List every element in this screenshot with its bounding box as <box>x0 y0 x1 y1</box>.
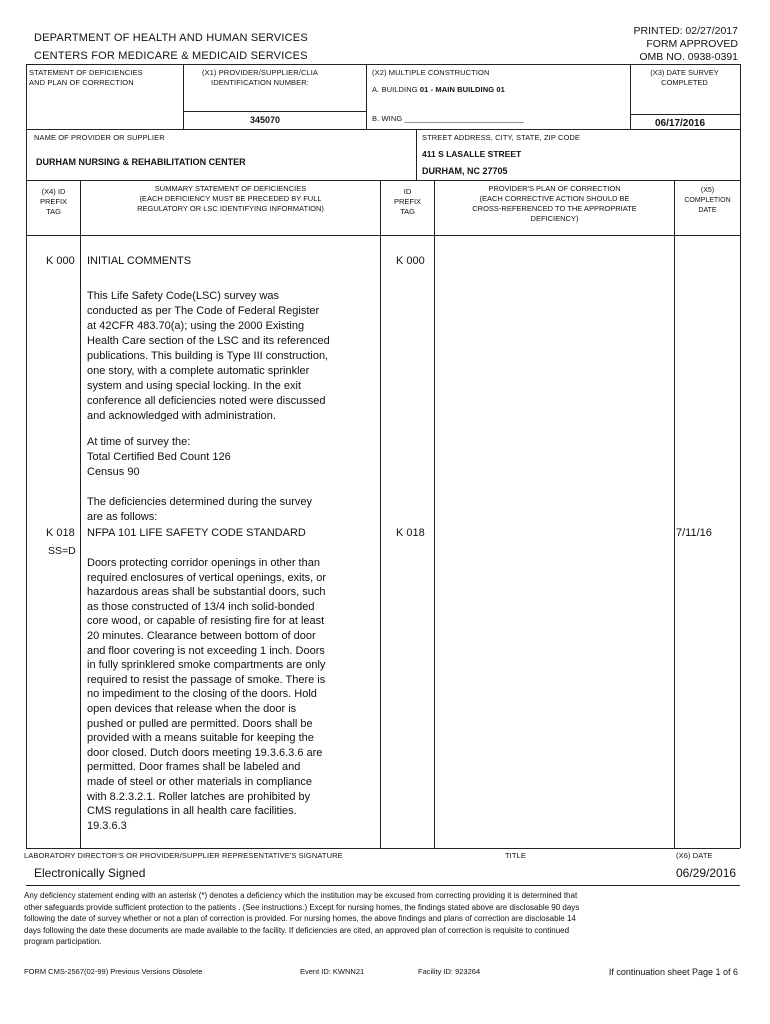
entry-completion-date: 7/11/16 <box>676 527 712 539</box>
x3-value: 06/17/2016 <box>655 118 706 129</box>
frame-left <box>26 64 27 848</box>
entry-title: NFPA 101 LIFE SAFETY CODE STANDARD <box>87 527 306 539</box>
footer-facility-id: Facility ID: 923264 <box>418 967 481 976</box>
form-approved: FORM APPROVED <box>646 38 738 50</box>
div-x1 <box>183 64 184 129</box>
rule-provider <box>26 129 740 130</box>
div-address <box>416 129 417 180</box>
wing-label: B. WING ____________________________ <box>372 114 525 123</box>
title-label: TITLE <box>505 851 526 860</box>
entry-tag: K 000 <box>46 255 75 267</box>
col-header-x4: (X4) ID PREFIX TAG <box>39 187 68 216</box>
entry-paragraph: The deficiencies determined during the survey are as follows: <box>87 496 313 523</box>
signature-label: LABORATORY DIRECTOR'S OR PROVIDER/SUPPLIER REPRESENTATIVE'S SIGNATURE <box>24 851 343 860</box>
date-label: (X6) DATE <box>676 851 713 860</box>
col-x4 <box>80 180 81 848</box>
col-header-id: ID PREFIX TAG <box>393 187 422 216</box>
building-value: 01 - MAIN BUILDING 01 <box>419 85 505 94</box>
rule-signature-bottom <box>26 885 740 886</box>
entry-paragraph: Doors protecting corridor openings in other than required enclosures of vertical openings, exits, or hazardous areas shall be substantial doors, such as those constructed of 13/4 inch solid-bonded core wood, or capable of resisting fire for at least 20 minutes. Clearance between bottom of door and floor covering is not exceeding 1 inch. Doors in fully sprinklered smoke compartments are only required to resist the passage of smoke. There is no impediment to the closing of the doors. Hold open devices that release when the door is pushed or pulled are permitted. Doors shall be provided with a means suitable for keeping the door closed. Dutch doors meeting 19.3.6.3.6 are permitted. Door frames shall be labeled and made of steel or other materials in compliance with 8.2.3.2.1. Roller latches are prohibited by CMS regulations in all health care facilities. 19.3.6.3 <box>87 557 327 832</box>
signature-value: Electronically Signed <box>34 866 146 880</box>
x1-label: (X1) PROVIDER/SUPPLIER/CLIA IDENTIFICATION NUMBER: <box>201 68 319 87</box>
div-x2 <box>366 64 367 129</box>
footer-event-id: Event ID: KWNN21 <box>300 967 365 976</box>
disclaimer: Any deficiency statement ending with an asterisk (*) denotes a deficiency which the institution may be excused from correcting providing it is determined that other safeguards provide sufficient protection to the patients . (See instructions.) Except for nursing homes, the findings stated above are disclosable 90 days following the date of survey whether or not a plan of correction is provided. For nursing homes, the above findings and plans of correction are disclosable 14 days following the date these documents are made available to the facility. If deficiencies are cited, an approved plan of correction is requisite to continued program participation. <box>24 891 580 947</box>
rule-body-top <box>26 235 740 236</box>
statement-label: STATEMENT OF DEFICIENCIES AND PLAN OF CORRECTION <box>29 68 143 87</box>
entry-plan-tag: K 018 <box>396 527 425 539</box>
entry-severity: SS=D <box>48 545 76 557</box>
entry-title: INITIAL COMMENTS <box>87 255 192 267</box>
provider-name: DURHAM NURSING & REHABILITATION CENTER <box>36 157 246 167</box>
rule-x1-inner <box>183 111 366 112</box>
provider-name-label: NAME OF PROVIDER OR SUPPLIER <box>34 133 165 142</box>
col-plan <box>434 180 435 848</box>
rule-columns <box>26 180 740 181</box>
agency-line-1: DEPARTMENT OF HEALTH AND HUMAN SERVICES <box>34 32 308 44</box>
building-label: A. BUILDING <box>372 85 418 94</box>
printed-date: PRINTED: 02/27/2017 <box>633 25 738 37</box>
signature-date: 06/29/2016 <box>676 866 737 880</box>
col-id <box>380 180 381 848</box>
col-header-x5: (X5) COMPLETION DATE <box>684 187 731 214</box>
frame-right <box>740 64 741 848</box>
div-x3 <box>630 64 631 129</box>
entry-paragraph: At time of survey the: Total Certified Bed Count 126 Census 90 <box>87 436 231 478</box>
col-header-summary: SUMMARY STATEMENT OF DEFICIENCIES (EACH DEFICIENCY MUST BE PRECEDED BY FULL REGULATORY OR LSC IDENTIFYING INFORMATION) <box>137 184 324 213</box>
address-line-2: DURHAM, NC 27705 <box>422 166 508 176</box>
agency-line-2: CENTERS FOR MEDICARE & MEDICAID SERVICES <box>34 50 308 62</box>
x2-label: (X2) MULTIPLE CONSTRUCTION <box>372 68 490 77</box>
address-label: STREET ADDRESS, CITY, STATE, ZIP CODE <box>422 133 581 142</box>
entry-tag: K 018 <box>46 527 75 539</box>
footer-page: If continuation sheet Page 1 of 6 <box>608 967 738 977</box>
rule-top <box>26 64 740 65</box>
col-header-plan: PROVIDER'S PLAN OF CORRECTION (EACH CORRECTIVE ACTION SHOULD BE CROSS-REFERENCED TO THE APPROPRIATE DEFICIENCY) <box>472 184 637 223</box>
omb-number: OMB NO. 0938-0391 <box>639 51 738 63</box>
x3-label: (X3) DATE SURVEY COMPLETED <box>650 68 719 87</box>
entry-paragraph: This Life Safety Code(LSC) survey was conducted as per The Code of Federal Register at 42CFR 483.70(a); using the 2000 Existing Health Care section of the LSC and its referenced publications. This building is Type III construction, one story, with a complete automatic sprinkler system and using special locking. In the exit conference all deficiencies noted were discussed and acknowledged with administration. <box>87 290 330 422</box>
rule-body-bottom <box>26 848 740 849</box>
rule-x3-inner <box>630 114 740 115</box>
col-x5 <box>674 180 675 848</box>
x1-value: 345070 <box>250 115 281 125</box>
building-row <box>372 85 505 95</box>
entry-plan-tag: K 000 <box>396 255 425 267</box>
address-line-1: 411 S LASALLE STREET <box>422 149 522 159</box>
footer-form: FORM CMS-2567(02-99) Previous Versions Obsolete <box>24 967 203 976</box>
